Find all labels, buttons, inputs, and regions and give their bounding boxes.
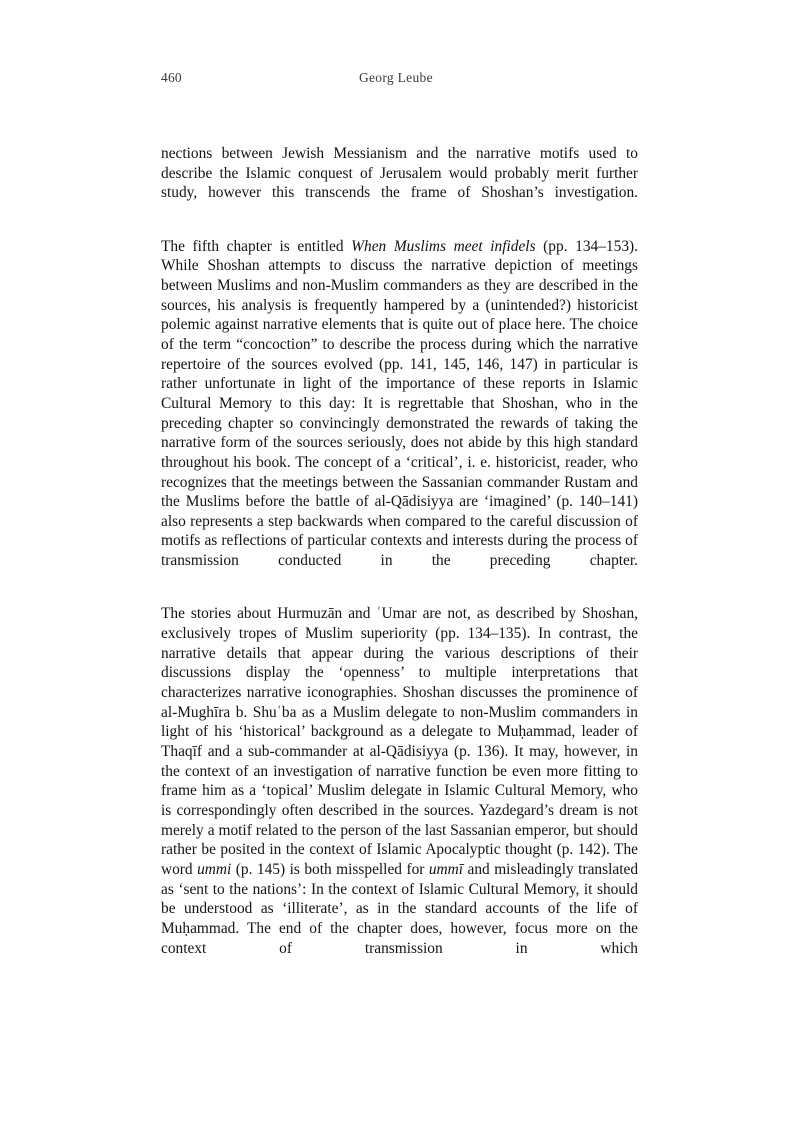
- paragraph: [161, 237, 638, 591]
- paragraph: nections between Jewish Messianism and the narrative motifs used to describe the Islamic conquest of Jerusalem would probably merit further study, however this transcends the frame of Shoshan’s investigation.: [161, 145, 638, 202]
- italic-title: ummī: [428, 860, 464, 878]
- text-run: (pp. 134–153). While Shoshan attempts to discuss the narrative depiction of meetings between Muslims and non-Muslim commanders as they are described in the sources, his analysis is frequently hampered by a (unintended?) historicist polemic against narrative elements that is quite out of place here. The choice of the term “concoction” to describe the process during which the narrative repertoire of the sources evolved (pp. 141, 145, 146, 147) in particular is rather unfortunate in light of the importance of these reports in Islamic Cultural Memory to this day: It is regrettable that Shoshan, who in the preceding chapter so convincingly demonstrated the rewards of taking the narrative form of the sources seriously, does not abide by this high standard throughout his book. The concept of a ‘critical’, i. e. historicist, reader, who recognizes that the meetings between the Sassanian commander Rustam and the Muslims before the battle of al-Qādisiyya are ‘imagined’ (p. 140–141) also represents a step backwards when compared to the careful discussion of motifs as reflections of particular contexts and interests during the process of transmission conducted in the preceding chapter.: [161, 237, 638, 570]
- page-number: 460: [161, 70, 182, 85]
- paragraph: [161, 604, 638, 977]
- italic-title: When Muslims meet infidels: [351, 237, 536, 255]
- running-head-author: Georg Leube: [358, 70, 433, 85]
- text-run: and misleadingly translated as ‘sent to the nations’: In the context of Islamic Cultural Memory, it should be understood as ‘illiterate’, as in the standard accounts of the life of Muḥammad. The end of the chapter does, however, focus more on the context of transmission in which: [161, 860, 639, 957]
- text-run: The fifth chapter is entitled: [161, 237, 352, 255]
- text-run: The stories about Hurmuzān and ʿUmar are not, as described by Shoshan, exclusively tropes of Muslim superiority (pp. 134–135). In contrast, the narrative details that appear during the various descriptions of their discussions display the ‘openness’ to multiple interpretations that characterizes narrative iconographies. Shoshan discusses the prominence of al-Mughīra b. Shuʿba as a Muslim delegate to non-Muslim commanders in light of his ‘historical’ background as a delegate to Muḥammad, leader of Thaqīf and a sub-commander at al-Qādisiyya (p. 136). It may, however, in the context of an investigation of narrative function be even more fitting to frame him as a ‘topical’ Muslim delegate in Islamic Cultural Memory, who is correspondingly often described in the sources. Yazdegard’s dream is not merely a motif related to the person of the last Sassanian emperor, but should rather be posited in the context of Islamic Apocalyptic thought (p. 142). The word: [161, 605, 638, 878]
- running-header: [161, 70, 638, 90]
- text-run: (p. 145) is both misspelled for: [231, 860, 429, 878]
- body-text: [161, 144, 638, 978]
- italic-title: ummi: [197, 860, 232, 878]
